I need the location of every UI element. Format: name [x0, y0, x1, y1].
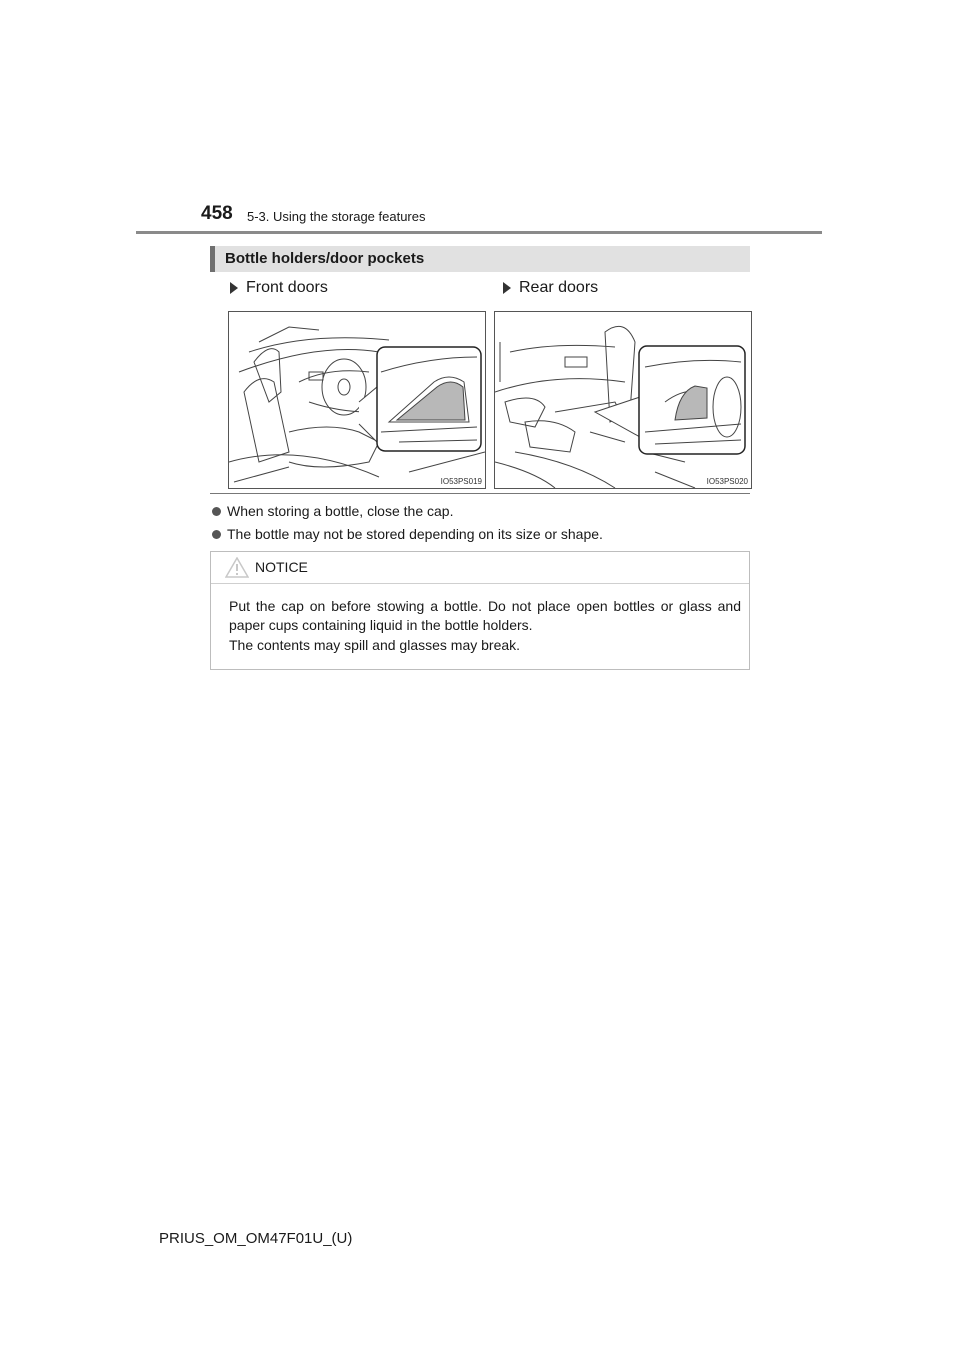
page-number: 458: [201, 203, 233, 224]
front-doors-label: [230, 279, 328, 297]
arrow-right-icon: [230, 282, 238, 294]
notice-box: [210, 551, 750, 670]
front-doors-text: Front doors: [246, 279, 328, 296]
header-rule: [136, 231, 822, 234]
notice-title: NOTICE: [255, 559, 308, 575]
notice-paragraph: Put the cap on before stowing a bottle. Do not place open bottles or glass and paper cups containing liquid in the bottle holders.: [229, 598, 741, 633]
arrow-right-icon: [503, 282, 511, 294]
rear-doors-label: [503, 279, 598, 297]
section-title: 5-3. Using the storage features: [247, 209, 426, 224]
front-door-drawing: [229, 312, 485, 488]
front-doors-illustration: [228, 311, 486, 489]
warning-triangle-icon: [225, 557, 249, 578]
section-heading-text: Bottle holders/door pockets: [225, 250, 425, 267]
bullet-dot-icon: [212, 530, 221, 539]
figure-code: IO53PS020: [706, 477, 748, 486]
section-heading: [210, 246, 750, 272]
rear-door-drawing: [495, 312, 751, 488]
bullet-text: When storing a bottle, close the cap.: [227, 503, 454, 519]
bullet-text: The bottle may not be stored depending on its size or shape.: [227, 526, 603, 542]
footer-doc-code: PRIUS_OM_OM47F01U_(U): [159, 1230, 353, 1247]
rear-doors-illustration: [494, 311, 752, 489]
rear-doors-text: Rear doors: [519, 279, 599, 296]
bullet-item: [212, 526, 603, 542]
figure-code: IO53PS019: [440, 477, 482, 486]
bullet-item: [212, 503, 453, 519]
bullet-dot-icon: [212, 507, 221, 516]
figure-divider: [210, 493, 750, 494]
notice-paragraph: The contents may spill and glasses may break.: [229, 637, 521, 653]
notice-header: [211, 552, 749, 584]
